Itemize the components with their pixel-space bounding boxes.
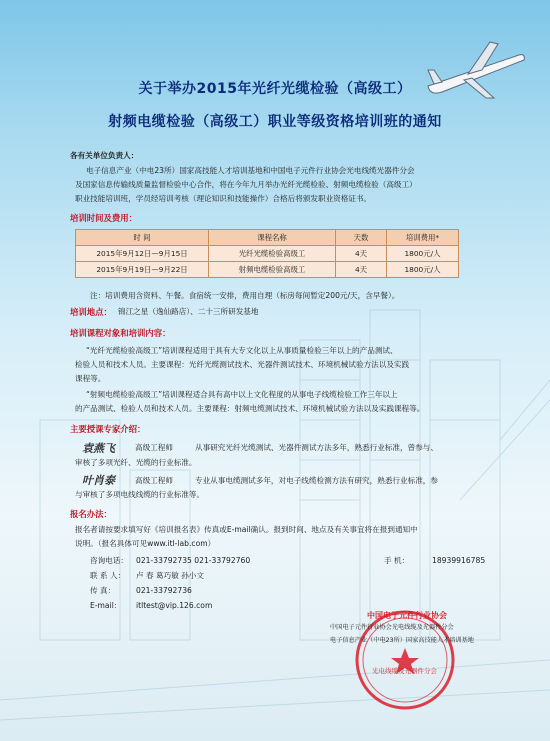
course2-line: 的产品测试、检验人员和技术人员。主要课程：射频电缆测试技术、环境机械试验方法以及实践课程等。 xyxy=(75,404,425,413)
title-line-2: 射频电缆检验（高级工）职业等级资格培训班的通知 xyxy=(108,114,442,130)
expert1-title: 高级工程师 xyxy=(135,443,173,452)
table-cell: 射频电缆检验高级工 xyxy=(209,262,336,278)
contacts-value: 卢 春 葛巧敏 孙小文 xyxy=(136,571,204,580)
signup-line: 说明。（报名具体可见www.itl-lab.com） xyxy=(75,539,216,548)
mobile-label: 手 机： xyxy=(384,556,410,565)
fax-label: 传 真： xyxy=(90,586,116,595)
mobile-value: 18939916785 xyxy=(432,556,486,565)
section-heading-target: 培训课程对象和培训内容： xyxy=(70,328,171,338)
table-cell: 光纤光缆检验高级工 xyxy=(209,246,336,262)
table-row xyxy=(76,246,459,262)
table-cell: 1800元/人 xyxy=(387,246,459,262)
expert1-desc: 从事研究光纤光缆测试、光器件测试方法多年，熟悉行业标准，曾参与、 xyxy=(195,443,438,452)
intro-line: 电子信息产业（中电23所）国家高技能人才培训基地和中国电子元件行业协会光电线缆光器件分会 xyxy=(86,166,415,175)
expert1-signature: 袁燕飞 xyxy=(82,442,115,455)
course1-line: “光纤光缆检验高级工”培训课程适用于具有大专文化以上从事质量检验三年以上的产品测试、 xyxy=(86,346,398,355)
expert2-desc: 专业从事电缆测试多年，对电子线缆检测方法有研究，熟悉行业标准，参 xyxy=(195,476,438,485)
course1-line: 课程等。 xyxy=(75,374,106,383)
section-heading-signup: 报名办法： xyxy=(70,509,112,519)
location-text: 锦江之星（逸仙路店）、二十三所研发基地 xyxy=(118,307,259,316)
table-header: 课程名称 xyxy=(209,230,336,246)
expert1-desc: 审核了多项光纤、光缆的行业标准。 xyxy=(75,458,197,467)
stamp-text: 中国电子元件行业协会 xyxy=(367,611,447,620)
signup-line: 报名者请按要求填写好《培训报名表》传真或E-mail确认。报到时间、地点及有关事宜将在报到通知中 xyxy=(75,525,418,534)
stamp-inner-text: 光电线缆及光器件分会 xyxy=(372,667,437,675)
fax-value: 021-33792736 xyxy=(136,586,192,595)
course2-line: “射频电缆检验高级工”培训课程适合具有高中以上文化程度的从事电子线缆检验工作三年以上 xyxy=(86,390,398,399)
table-cell: 4天 xyxy=(336,246,387,262)
expert2-signature: 叶肖泰 xyxy=(82,474,115,487)
table-cell: 1800元/人 xyxy=(387,262,459,278)
fee-note: 注：培训费用含资料、午餐。食宿统一安排，费用自理（标房每间暂定200元/天，含早餐）。 xyxy=(90,291,400,300)
table-cell: 2015年9月12日—9月15日 xyxy=(76,246,209,262)
course-table xyxy=(75,229,459,278)
expert2-title: 高级工程师 xyxy=(135,476,173,485)
organization-2: 电子信息产业（中电23所）国家高技能人才培训基地 xyxy=(330,637,474,644)
phone-label: 咨询电话： xyxy=(90,556,128,565)
email-link[interactable]: itltest@vip.126.com xyxy=(136,601,213,610)
intro-line: 职业技能培训班，学员经培训考核（理论知识和技能操作）合格后将颁发职业资格证书。 xyxy=(75,194,372,203)
phone-values: 021-33792735 021-33792760 xyxy=(136,556,251,565)
table-header: 天数 xyxy=(336,230,387,246)
intro-line: 及国家信息传输线质量监督检验中心合作，将在今年九月举办光纤光缆检验、射频电缆检验（高级工） xyxy=(75,180,417,189)
section-heading-time: 培训时间及费用： xyxy=(70,213,137,223)
section-heading-location: 培训地点： xyxy=(70,307,112,317)
expert2-desc: 与审核了多项电线线缆的行业标准等。 xyxy=(75,490,205,499)
greeting: 各有关单位负责人： xyxy=(70,151,139,160)
contacts-label: 联 系 人： xyxy=(90,571,126,580)
table-cell: 2015年9月19日—9月22日 xyxy=(76,262,209,278)
title-line-1: 关于举办2015年光纤光缆检验（高级工） xyxy=(138,81,412,97)
table-header: 时 间 xyxy=(76,230,209,246)
organization-1: 中国电子元件行业协会光电线缆及光器件分会 xyxy=(330,624,454,631)
table-header: 培训费用* xyxy=(387,230,459,246)
email-label: E-mail： xyxy=(90,601,122,610)
section-heading-experts: 主要授课专家介绍： xyxy=(70,424,146,434)
course1-line: 检验人员和技术人员。主要课程：光纤光缆测试技术、光器件测试技术、环境机械试验方法以及实践 xyxy=(75,360,410,369)
table-cell: 4天 xyxy=(336,262,387,278)
table-row xyxy=(76,262,459,278)
table-header-row xyxy=(76,230,459,246)
